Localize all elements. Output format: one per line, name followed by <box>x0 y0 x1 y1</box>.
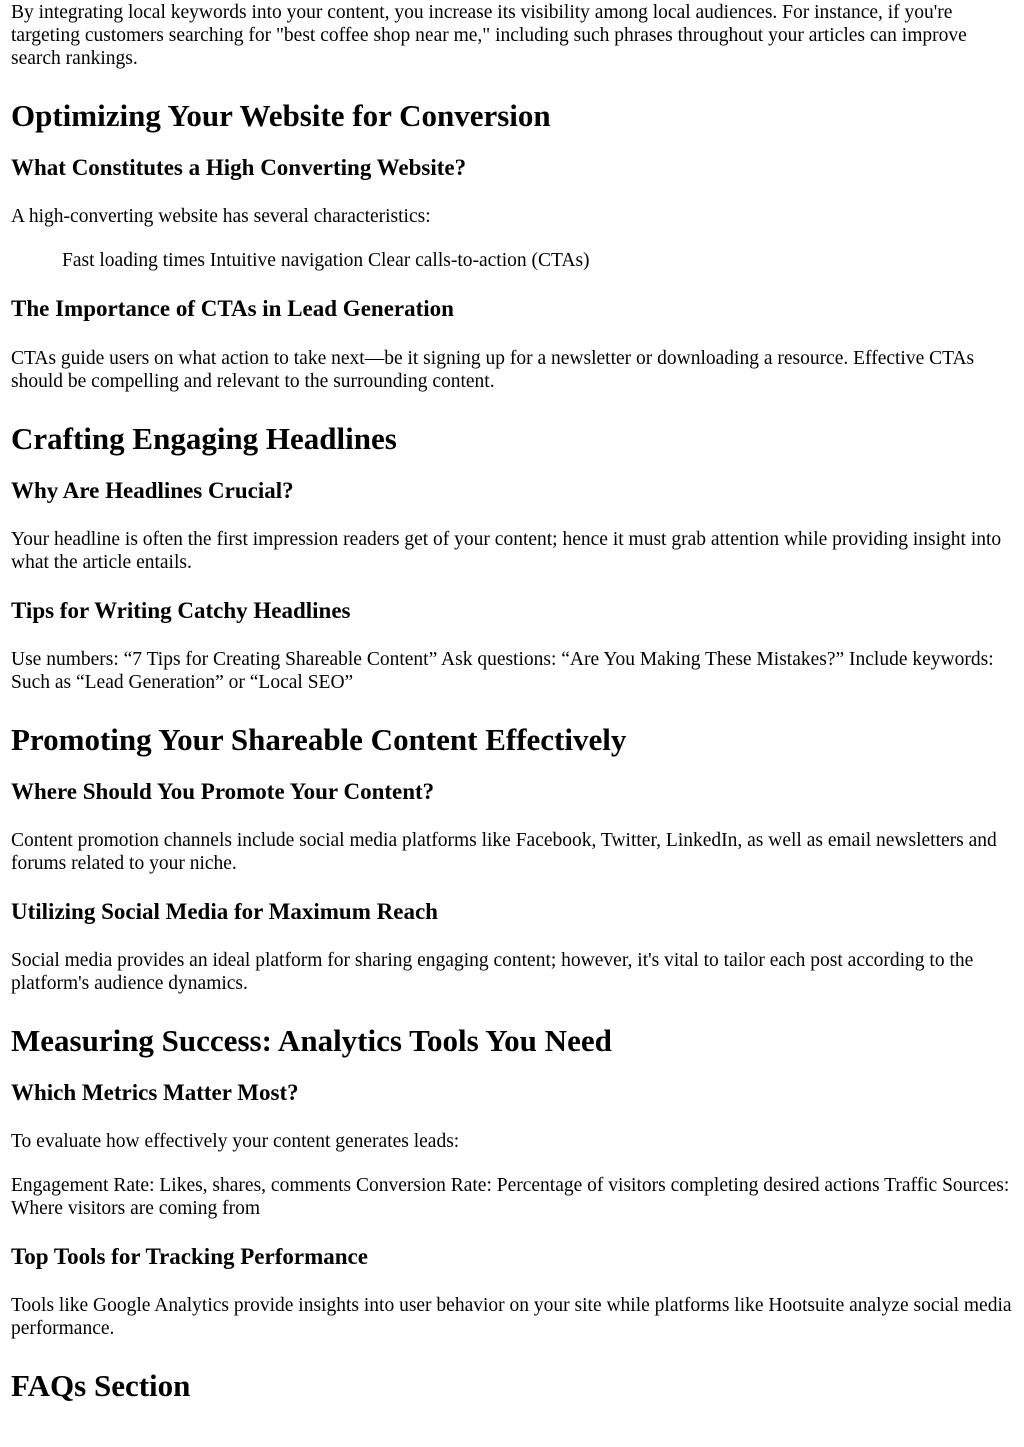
subheading-importance-ctas: The Importance of CTAs in Lead Generation <box>11 296 454 321</box>
article-body <box>0 1 1024 1404</box>
subheading-where-promote: Where Should You Promote Your Content? <box>11 779 435 804</box>
subheading-which-metrics: Which Metrics Matter Most? <box>11 1080 299 1105</box>
heading-optimizing-conversion: Optimizing Your Website for Conversion <box>11 98 551 133</box>
list-high-converting-characteristics: Fast loading times Intuitive navigation Clear calls-to-action (CTAs) <box>62 250 590 271</box>
subheading-top-tools: Top Tools for Tracking Performance <box>11 1244 368 1269</box>
paragraph-where-promote: Content promotion channels include social media platforms like Facebook, Twitter, LinkedIn, as well as email newsletters and forums related to your niche. <box>11 830 997 874</box>
paragraph-which-metrics: To evaluate how effectively your content generates leads: <box>11 1131 460 1152</box>
list-metrics: Engagement Rate: Likes, shares, comments Conversion Rate: Percentage of visitors completing desired actions Traffic Sources: Where visitors are coming from <box>11 1175 1010 1219</box>
paragraph-social-media-reach: Social media provides an ideal platform for sharing engaging content; however, it's vital to tailor each post according to the platform's audience dynamics. <box>11 950 974 994</box>
paragraph-top-tools: Tools like Google Analytics provide insights into user behavior on your site while platforms like Hootsuite analyze social media performance. <box>11 1295 1012 1339</box>
intro-local-keywords-paragraph: By integrating local keywords into your content, you increase its visibility among local audiences. For instance, if you're targeting customers searching for "best coffee shop near me," including such phrases throughout your articles can improve search rankings. <box>11 2 967 69</box>
heading-faqs: FAQs Section <box>11 1368 191 1403</box>
paragraph-why-headlines: Your headline is often the first impression readers get of your content; hence it must grab attention while providing insight into what the article entails. <box>11 529 1002 573</box>
paragraph-importance-ctas: CTAs guide users on what action to take next—be it signing up for a newsletter or downloading a resource. Effective CTAs should be compelling and relevant to the surrounding content. <box>11 348 975 392</box>
heading-measuring-success: Measuring Success: Analytics Tools You Need <box>11 1023 612 1058</box>
paragraph-tips-headlines: Use numbers: “7 Tips for Creating Shareable Content” Ask questions: “Are You Making These Mistakes?” Include keywords: Such as “Lead Generation” or “Local SEO” <box>11 649 994 693</box>
subheading-social-media-reach: Utilizing Social Media for Maximum Reach <box>11 899 438 924</box>
subheading-why-headlines: Why Are Headlines Crucial? <box>11 478 294 503</box>
subheading-high-converting: What Constitutes a High Converting Website? <box>11 155 467 180</box>
subheading-tips-headlines: Tips for Writing Catchy Headlines <box>11 598 351 623</box>
heading-crafting-headlines: Crafting Engaging Headlines <box>11 421 397 456</box>
paragraph-high-converting: A high-converting website has several characteristics: <box>11 206 431 227</box>
heading-promoting-content: Promoting Your Shareable Content Effectively <box>11 722 627 757</box>
